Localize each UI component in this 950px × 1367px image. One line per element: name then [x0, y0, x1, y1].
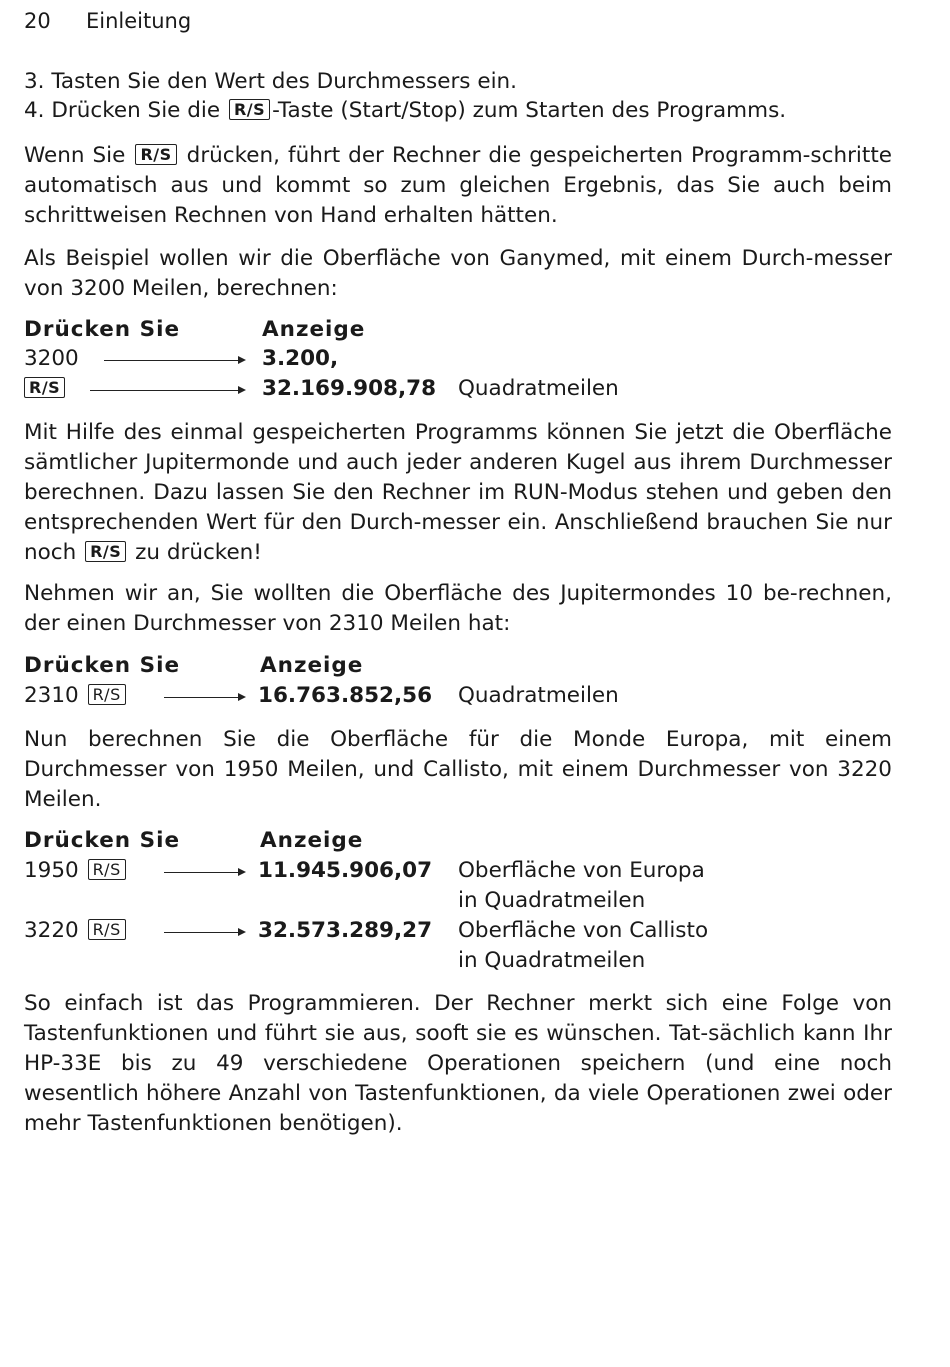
paragraph-5: Nun berechnen Sie die Oberfläche für die Monde Europa, mit einem Durchmesser von 1950 Meilen, und Callisto, mit einem Durchmesser von 3220 Meilen. [24, 727, 892, 812]
example1-display-2: 32.169.908,78 [262, 376, 437, 401]
example3-note-2b: in Quadratmeilen [458, 948, 646, 973]
example1-input: 3200 [24, 346, 79, 371]
rs-key: R/S [24, 377, 65, 398]
example1-display-1: 3.200, [262, 346, 339, 371]
col-header-press: Drücken Sie [24, 828, 181, 853]
example2-number: 2310 [24, 683, 79, 708]
rs-key: R/S [88, 919, 126, 940]
example3-note-1b: in Quadratmeilen [458, 888, 646, 913]
example3-display-2: 32.573.289,27 [258, 918, 433, 943]
paragraph-2: Als Beispiel wollen wir die Oberfläche von Ganymed, mit einem Durch-messer von 3200 Meilen, berechnen: [24, 246, 892, 301]
example2-display: 16.763.852,56 [258, 683, 433, 708]
example2-note: Quadratmeilen [458, 683, 619, 708]
paragraph-3-text-after: zu drücken! [128, 540, 262, 565]
section-title: Einleitung [86, 9, 192, 33]
step-4-text: 4. Drücken Sie die [24, 98, 227, 123]
col-header-press: Drücken Sie [24, 653, 181, 678]
step-4 [24, 96, 786, 126]
step-3: 3. Tasten Sie den Wert des Durchmessers ein. [24, 69, 518, 94]
paragraph-1-text: Wenn Sie [24, 143, 134, 168]
arrow-icon [164, 932, 244, 933]
arrow-icon [104, 360, 244, 361]
rs-key: R/S [229, 99, 270, 120]
example3-number-1: 1950 [24, 858, 79, 883]
arrow-icon [90, 390, 244, 391]
example3-input-2 [24, 916, 128, 946]
rs-key: R/S [88, 684, 126, 705]
rs-key: R/S [135, 144, 176, 165]
col-header-display: Anzeige [260, 653, 364, 678]
paragraph-4: Nehmen wir an, Sie wollten die Oberfläche des Jupitermondes 10 be-rechnen, der einen Durchmesser von 2310 Meilen hat: [24, 581, 892, 636]
paragraph-1 [24, 141, 892, 231]
page-number: 20 [24, 9, 51, 33]
example1-key [24, 374, 67, 404]
example3-number-2: 3220 [24, 918, 79, 943]
step-4-text-after: -Taste (Start/Stop) zum Starten des Programms. [272, 98, 787, 123]
paragraph-6: So einfach ist das Programmieren. Der Rechner merkt sich eine Folge von Tastenfunktionen und führt sie aus, sooft sie es wünschen. Tat-sächlich kann Ihr HP-33E bis zu 49 verschiedene Operationen speichern (und eine noch wesentlich höhere Anzahl von Tastenfunktionen, da viele Operationen zwei oder mehr Tastenfunktionen benötigen). [24, 991, 892, 1136]
example3-note-1a: Oberfläche von Europa [458, 858, 705, 883]
paragraph-3-text: Mit Hilfe des einmal gespeicherten Programms können Sie jetzt die Oberfläche sämtlicher Jupitermonde und auch jeder anderen Kugel aus ihrem Durchmesser berechnen. Dazu lassen Sie den Rechner im RUN-Modus stehen und geben den entsprechenden Wert für den Durch-messer ein. Anschließend brauchen Sie nur noch [24, 420, 892, 565]
col-header-press: Drücken Sie [24, 317, 181, 342]
col-header-display: Anzeige [260, 828, 364, 853]
example2-input [24, 681, 128, 711]
paragraph-1-text-after: drücken, führt der Rechner die gespeicherten Programm-schritte automatisch aus und kommt so zum gleichen Ergebnis, das Sie auch beim schrittweisen Rechnen von Hand erhalten hätten. [24, 143, 892, 228]
rs-key: R/S [85, 541, 126, 562]
rs-key: R/S [88, 859, 126, 880]
col-header-display: Anzeige [262, 317, 366, 342]
arrow-icon [164, 872, 244, 873]
paragraph-3 [24, 418, 892, 568]
arrow-icon [164, 697, 244, 698]
page-header [24, 6, 191, 36]
example3-display-1: 11.945.906,07 [258, 858, 433, 883]
example1-note: Quadratmeilen [458, 376, 619, 401]
example3-input-1 [24, 856, 128, 886]
example3-note-2a: Oberfläche von Callisto [458, 918, 709, 943]
